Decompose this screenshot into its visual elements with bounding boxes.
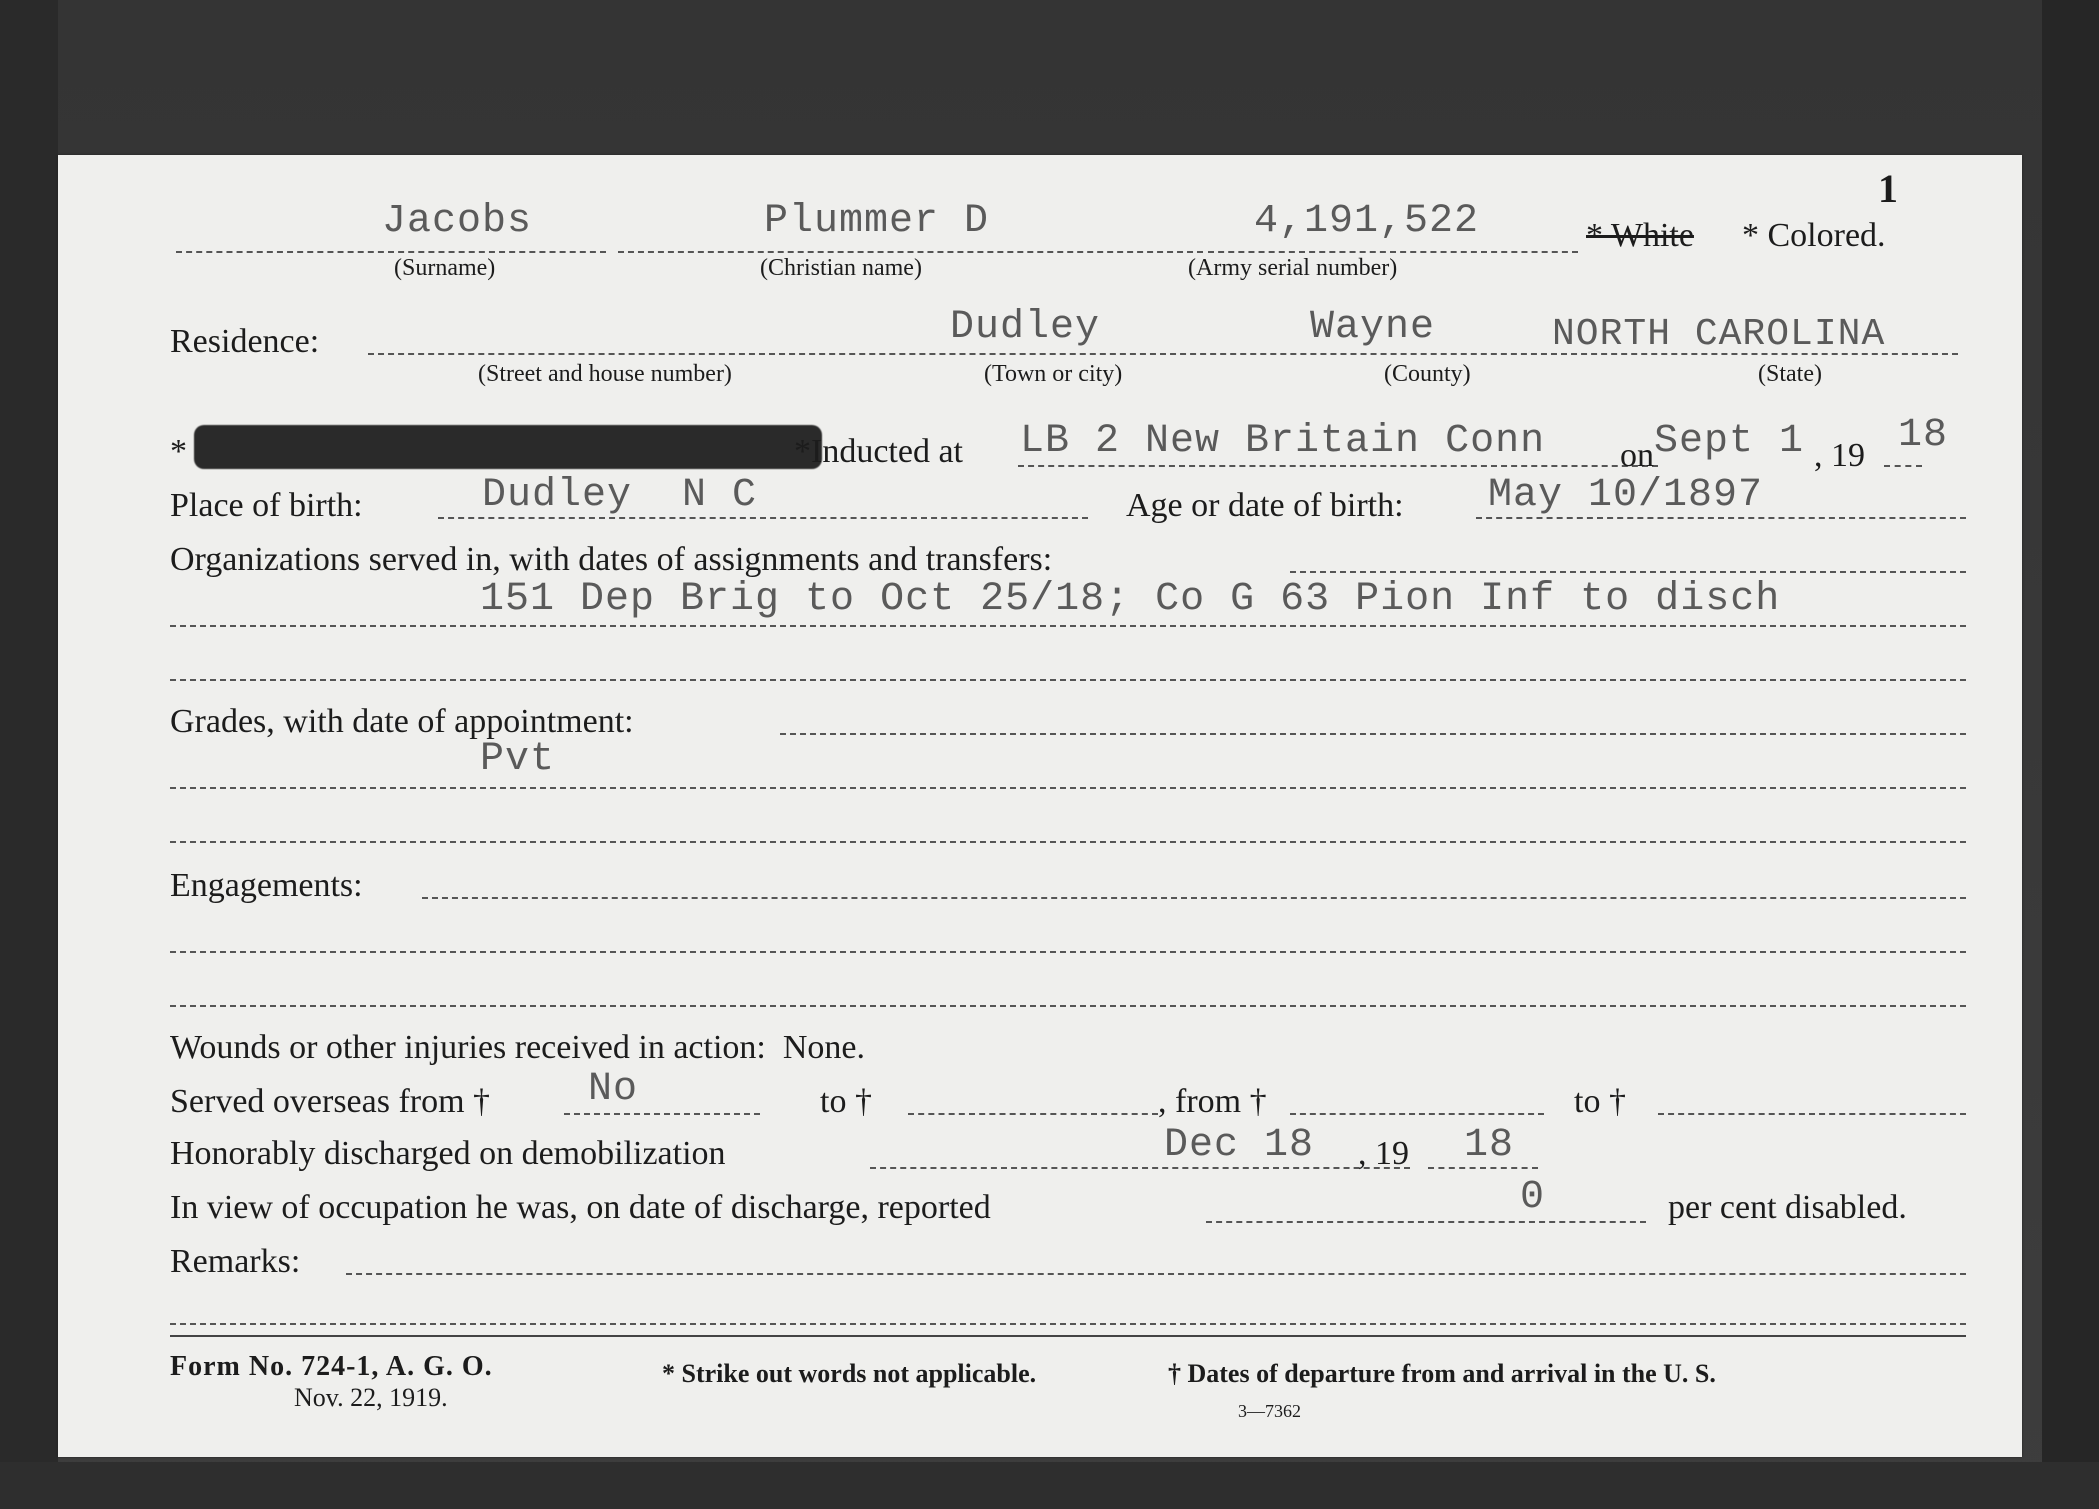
discharge-label: Honorably discharged on demobilization [170, 1135, 726, 1172]
remarks-line-2 [170, 1323, 1966, 1325]
discharge-date: Dec 18 [1164, 1123, 1315, 1168]
disability-suffix: per cent disabled. [1668, 1189, 1907, 1226]
discharge-year-prefix: , 19 [1358, 1135, 1409, 1172]
serial-number-caption: (Army serial number) [1188, 255, 1398, 281]
disability-label: In view of occupation he was, on date of discharge, reported [170, 1189, 991, 1226]
wounds-label: Wounds or other injuries received in action: None. [170, 1029, 866, 1066]
footer-rule [170, 1335, 1966, 1337]
inducted-place: LB 2 New Britain Conn [1020, 419, 1546, 464]
white-label: * White [1586, 217, 1694, 254]
overseas-from-line [564, 1113, 760, 1115]
overseas-to-label-2: to † [1574, 1083, 1626, 1120]
overseas-to-label-1: to † [820, 1083, 872, 1120]
engagements-label: Engagements: [170, 867, 363, 904]
card-number: 1 [1878, 166, 1898, 211]
race-white-option [1586, 217, 1694, 255]
form-date: Nov. 22, 1919. [294, 1383, 448, 1412]
form-number: Form No. 724-1, A. G. O. [170, 1351, 493, 1382]
organizations-line-3 [170, 679, 1966, 681]
service-record-card [58, 155, 2022, 1457]
surname-caption: (Surname) [394, 255, 496, 281]
engagements-line-3 [170, 1005, 1966, 1007]
organizations-value: 151 Dep Brig to Oct 25/18; Co G 63 Pion Inf to disch [480, 577, 1781, 622]
town-caption: (Town or city) [984, 361, 1123, 387]
inducted-place-line [1018, 465, 1658, 467]
inducted-label: *Inducted at [794, 433, 963, 470]
organizations-line-1 [1290, 571, 1966, 573]
remarks-line-1 [346, 1273, 1966, 1275]
birth-date-label: Age or date of birth: [1126, 487, 1404, 524]
overseas-from-value: No [588, 1067, 639, 1112]
organizations-label: Organizations served in, with dates of assignments and transfers: [170, 541, 1053, 578]
race-colored-option: * Colored. [1742, 217, 1886, 254]
organizations-line-2 [170, 625, 1966, 627]
birth-date-value: May 10/1897 [1488, 473, 1764, 518]
residence-state: NORTH CAROLINA [1552, 313, 1886, 356]
grades-line-1 [780, 733, 1966, 735]
grades-value: Pvt [480, 737, 556, 782]
overseas-from-label: Served overseas from † [170, 1083, 491, 1120]
residence-label: Residence: [170, 323, 320, 360]
enlisted-star: * [170, 433, 187, 470]
surname-value: Jacobs [382, 199, 533, 244]
christian-name-caption: (Christian name) [760, 255, 922, 281]
induction-date: Sept 1 [1654, 419, 1805, 464]
scanner-frame-left [0, 0, 58, 1509]
discharge-year: 18 [1464, 1123, 1515, 1168]
strike-out-note: * Strike out words not applicable. [662, 1359, 1037, 1388]
christian-name-line [618, 251, 1203, 253]
state-caption: (State) [1758, 361, 1822, 387]
overseas-to-line-1 [908, 1113, 1158, 1115]
grades-label: Grades, with date of appointment: [170, 703, 634, 740]
birth-place-value: Dudley N C [482, 473, 758, 518]
induction-year: 18 [1898, 413, 1949, 458]
birth-place-label: Place of birth: [170, 487, 363, 524]
induction-year-prefix: , 19 [1814, 437, 1865, 474]
print-code: 3—7362 [1238, 1401, 1301, 1421]
disability-value: 0 [1520, 1175, 1546, 1220]
induction-year-line [1884, 465, 1922, 467]
christian-name-value: Plummer D [764, 199, 990, 244]
scanner-frame-bottom [0, 1462, 2099, 1509]
discharge-date-line [870, 1167, 1410, 1169]
scanner-frame-right [2042, 0, 2099, 1509]
engagements-line-2 [170, 951, 1966, 953]
grades-line-2 [170, 787, 1966, 789]
redaction-mark [194, 425, 822, 469]
dates-note: † Dates of departure from and arrival in the U. S. [1168, 1359, 1716, 1388]
county-caption: (County) [1384, 361, 1471, 387]
remarks-label: Remarks: [170, 1243, 301, 1280]
serial-number-value: 4,191,522 [1254, 199, 1480, 244]
surname-line [176, 251, 606, 253]
overseas-to-line-2 [1658, 1113, 1966, 1115]
on-label: on [1620, 437, 1654, 474]
engagements-line-1 [422, 897, 1966, 899]
grades-line-3 [170, 841, 1966, 843]
serial-number-line [1208, 251, 1578, 253]
street-caption: (Street and house number) [478, 361, 732, 387]
overseas-from-line-2 [1290, 1113, 1544, 1115]
residence-town: Dudley [950, 305, 1101, 350]
disability-line [1206, 1221, 1646, 1223]
overseas-from-label-2: , from † [1158, 1083, 1267, 1120]
residence-county: Wayne [1310, 305, 1436, 350]
